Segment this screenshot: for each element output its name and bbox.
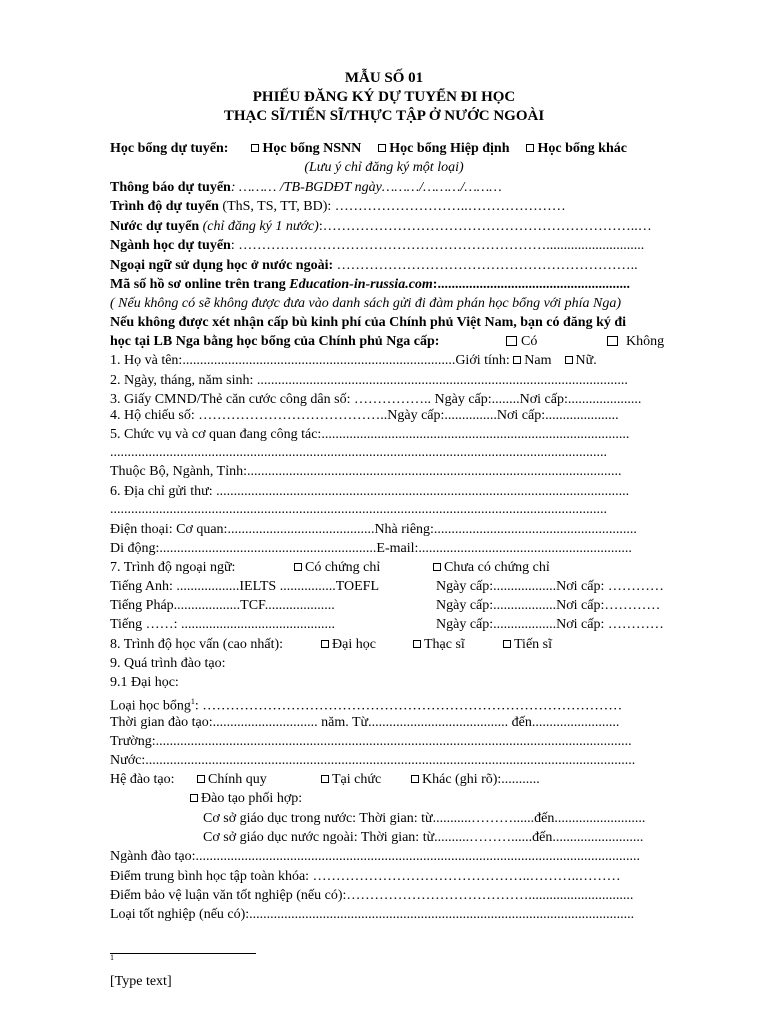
edu-master-checkbox[interactable] [413, 640, 421, 648]
english-date-field[interactable]: Ngày cấp:..................Nơi cấp: ………… [436, 579, 664, 594]
system-fulltime-checkbox[interactable] [197, 775, 205, 783]
scholarship-other-checkbox[interactable] [526, 144, 534, 152]
online-label: Mã số hồ sơ online trên trang [110, 277, 290, 292]
scholarship-other-label: Học bổng khác [537, 141, 627, 156]
country-label: Nước dự tuyển [110, 219, 200, 234]
system-fulltime-label: Chính quy [208, 772, 267, 787]
scholarship-agreement-label: Học bổng Hiệp định [389, 141, 510, 156]
russia-line-2-row [110, 333, 439, 351]
form-title-2: THẠC SĨ/TIẾN SĨ/THỰC TẬP Ở NƯỚC NGOÀI [223, 108, 545, 124]
no-cert-label: Chưa có chứng chỉ [444, 560, 550, 575]
russia-no-option[interactable] [607, 333, 664, 351]
major-label: Ngành học dự tuyển [110, 238, 231, 253]
name-field: 1. Họ và tên:..............................................................................Giới tính: [110, 353, 510, 368]
scholarship-type-field[interactable] [110, 693, 622, 716]
thesis-score-field[interactable]: Điểm bảo vệ luận văn tốt nghiệp (nếu có):………………………………….............................. [110, 888, 634, 903]
level-hint: (ThS, TS, TT, BD): ………………………..………………… [218, 199, 566, 214]
graduation-grade-field[interactable]: Loại tốt nghiệp (nếu có):.............................................................................................................. [110, 907, 635, 922]
russia-yes-label: Có [521, 334, 538, 349]
country-hint: (chỉ đăng ký 1 nước) [199, 219, 319, 234]
has-cert-label: Có chứng chỉ [305, 560, 381, 575]
country-row[interactable] [110, 218, 652, 236]
language-used-dots: ……………………………………………………….. [333, 258, 638, 273]
scholarship-note: (Lưu ý chỉ đăng ký một loại) [304, 160, 464, 175]
name-gender-row[interactable] [110, 352, 597, 370]
other-language-field[interactable]: Tiếng ……: ............................................ [110, 617, 336, 632]
footnote-divider [110, 953, 256, 954]
edu-bachelor-label: Đại học [332, 637, 376, 652]
edu-master-option[interactable] [413, 636, 465, 654]
footer-placeholder: [Type text] [110, 974, 172, 989]
dob-field[interactable]: 2. Ngày, tháng, năm sinh: .......................................................................................................... [110, 373, 628, 388]
scholarship-agreement-checkbox[interactable] [378, 144, 386, 152]
french-score-field[interactable]: Tiếng Pháp...................TCF.................... [110, 598, 335, 613]
language-used-row[interactable] [110, 257, 638, 275]
no-cert-checkbox[interactable] [433, 563, 441, 571]
major-dots: : …………………………………………………………............................ [230, 238, 645, 253]
notice-value: : ……… /TB-BGDĐT ngày………/………/……… [230, 180, 502, 195]
online-dots: :....................................................... [432, 277, 630, 292]
edu-doctor-option[interactable] [503, 636, 552, 654]
form-number: MẪU SỐ 01 [344, 70, 424, 86]
joint-training-checkbox[interactable] [190, 794, 198, 802]
passport-field[interactable]: 4. Hộ chiếu số: …………………………………..Ngày cấp:...............Nơi cấp:..................... [110, 408, 619, 423]
id-card-field[interactable]: 3. Giấy CMND/Thẻ căn cước công dân số: …………….. Ngày cấp:........Nơi cấp:..................... [110, 392, 642, 407]
edu-master-label: Thạc sĩ [424, 637, 465, 652]
major-row[interactable] [110, 237, 644, 255]
system-inservice-checkbox[interactable] [321, 775, 329, 783]
phone-field[interactable]: Điện thoại: Cơ quan:..........................................Nhà riêng:.......................................................... [110, 522, 637, 537]
position-field[interactable]: 5. Chức vụ và cơ quan đang công tác:........................................................................................ [110, 427, 630, 442]
training-time-field[interactable]: Thời gian đào tạo:.............................. năm. Từ........................................ đến......................... [110, 715, 620, 730]
language-used-label: Ngoại ngữ sử dụng học ở nước ngoài: [110, 258, 334, 273]
russia-no-checkbox[interactable] [607, 336, 618, 346]
gpa-field[interactable]: Điểm trung bình học tập toàn khóa: ………………………………………..………..……… [110, 869, 621, 884]
scholarship-nsnn-checkbox[interactable] [251, 144, 259, 152]
joint-training-label: Đào tạo phối hợp: [201, 791, 303, 806]
online-site: Education-in-russia.com [289, 277, 433, 292]
joint-foreign-field[interactable]: Cơ sở giáo dục nước ngoài: Thời gian: từ..........………......đến.......................... [203, 830, 644, 845]
footnote-number: 1 [110, 953, 114, 962]
education-level-label: 8. Trình độ học vấn (cao nhất): [110, 637, 284, 652]
french-date-field[interactable]: Ngày cấp:..................Nơi cấp:………… [436, 598, 661, 613]
school-field[interactable]: Trường:........................................................................................................................................ [110, 734, 632, 749]
notice-label: Thông báo dự tuyển [110, 180, 231, 195]
system-inservice-label: Tại chức [332, 772, 382, 787]
russia-yes-option[interactable] [506, 333, 537, 351]
level-row[interactable] [110, 198, 566, 216]
scholarship-type-label: Loại học bổng [110, 698, 191, 714]
footnote-ref: 1 [190, 697, 195, 706]
training-system-label: Hệ đào tạo: [110, 772, 175, 787]
gender-female-checkbox[interactable] [565, 356, 573, 364]
mail-address-field[interactable]: 6. Địa chỉ gửi thư: ...................................................................................................................... [110, 484, 630, 499]
notice-row[interactable] [110, 179, 502, 197]
no-cert-option[interactable] [433, 559, 550, 577]
online-row[interactable] [110, 276, 630, 294]
russia-line-2: học tại LB Nga bằng học bổng của Chính phủ Nga cấp: [110, 334, 440, 349]
scholarship-type-dots: : ……………………………………………………………………………… [194, 698, 623, 714]
scholarship-nsnn-label: Học bổng NSNN [262, 141, 362, 156]
university-section-label: 9.1 Đại học: [110, 675, 179, 690]
joint-domestic-field[interactable]: Cơ sở giáo dục trong nước: Thời gian: từ...........………......đến.......................... [203, 811, 646, 826]
edu-bachelor-option[interactable] [321, 636, 376, 654]
system-other-checkbox[interactable] [411, 775, 419, 783]
russia-yes-checkbox[interactable] [506, 336, 517, 346]
country-dots: :…………………………………………………………..… [318, 219, 652, 234]
gender-male-checkbox[interactable] [513, 356, 521, 364]
mobile-email-field[interactable]: Di động:..............................................................E-mail:............................................................. [110, 541, 632, 556]
online-note: ( Nếu không có sẽ không được đưa vào danh sách gửi đi đàm phán học bổng với phía Nga) [110, 296, 622, 311]
russia-line-1: Nếu không được xét nhận cấp bù kinh phí của Chính phủ Việt Nam, bạn có đăng ký đi [110, 315, 627, 330]
gender-male-label: Nam [524, 353, 552, 368]
edu-doctor-label: Tiến sĩ [514, 637, 553, 652]
edu-doctor-checkbox[interactable] [503, 640, 511, 648]
level-label: Trình độ dự tuyển [110, 199, 219, 214]
ministry-field[interactable]: Thuộc Bộ, Ngành, Tỉnh:........................................................................................................... [110, 464, 622, 479]
russia-no-label: Không [626, 334, 665, 349]
form-title-1: PHIẾU ĐĂNG KÝ DỰ TUYỂN ĐI HỌC [252, 89, 516, 105]
edu-bachelor-checkbox[interactable] [321, 640, 329, 648]
joint-training-option[interactable] [190, 790, 302, 808]
gender-female-label: Nữ. [575, 353, 597, 368]
scholarship-row [110, 140, 627, 158]
english-score-field[interactable]: Tiếng Anh: ..................IELTS ................TOEFL [110, 579, 380, 594]
has-cert-checkbox[interactable] [294, 563, 302, 571]
training-major-field[interactable]: Ngành đào tạo:............................................................................................................................... [110, 849, 641, 864]
language-level-label: 7. Trình độ ngoại ngữ: [110, 560, 236, 575]
system-other-label: Khác (ghi rõ):........... [422, 772, 540, 787]
mail-address-continued-field[interactable]: .............................................................................................................................................. [110, 502, 607, 517]
system-inservice-option[interactable] [321, 771, 381, 789]
has-cert-option[interactable] [294, 559, 380, 577]
other-language-date-field[interactable]: Ngày cấp:..................Nơi cấp: ………… [436, 617, 664, 632]
system-other-option[interactable] [411, 771, 540, 789]
training-process-label: 9. Quá trình đào tạo: [110, 656, 226, 671]
edu-country-field[interactable]: Nước:............................................................................................................................................ [110, 753, 636, 768]
scholarship-label: Học bổng dự tuyển: [110, 141, 229, 156]
position-continued-field[interactable]: .............................................................................................................................................. [110, 445, 607, 460]
system-fulltime-option[interactable] [197, 771, 267, 789]
